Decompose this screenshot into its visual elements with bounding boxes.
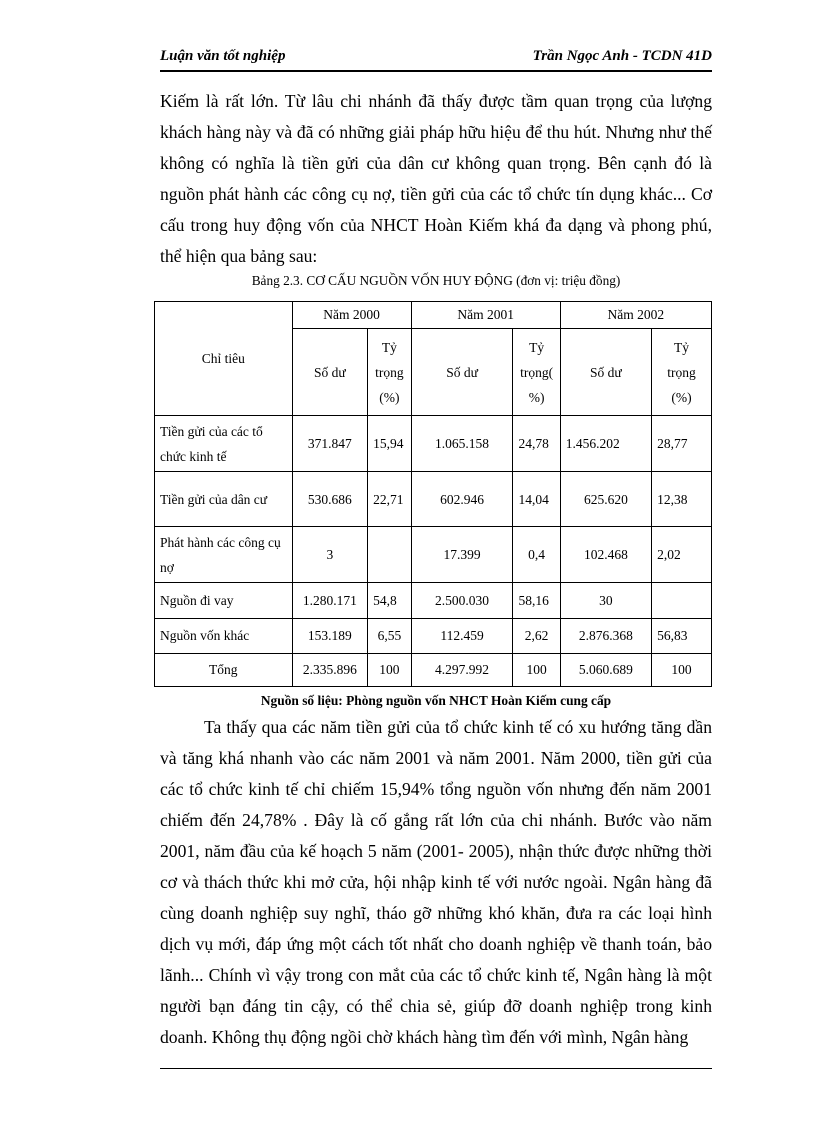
table-cell: 100	[652, 654, 712, 687]
table-cell: 2.335.896	[292, 654, 368, 687]
table-cell: 30	[560, 583, 651, 619]
table-cell: 22,71	[368, 472, 411, 527]
table-cell: 28,77	[652, 416, 712, 472]
table-cell: 2.500.030	[411, 583, 513, 619]
table-cell: 56,83	[652, 619, 712, 654]
row-label: Nguồn vốn khác	[155, 619, 293, 654]
table-cell: 1.065.158	[411, 416, 513, 472]
table-cell: 112.459	[411, 619, 513, 654]
table-cell: 5.060.689	[560, 654, 651, 687]
table-cell: 2.876.368	[560, 619, 651, 654]
row-header-cell: Chỉ tiêu	[155, 302, 293, 416]
table-cell: 1.456.202	[560, 416, 651, 472]
balance-header: Số dư	[411, 329, 513, 416]
funding-structure-table	[154, 301, 712, 687]
year-header: Năm 2001	[411, 302, 560, 329]
table-cell: 153.189	[292, 619, 368, 654]
balance-header: Số dư	[292, 329, 368, 416]
table-cell: 602.946	[411, 472, 513, 527]
table-cell: 24,78	[513, 416, 560, 472]
body-paragraph-2: Ta thấy qua các năm tiền gửi của tổ chức kinh tế có xu hướng tăng dần và tăng khá nhanh vào các năm 2001 và năm 2001. Năm 2000, tiền gửi của các tổ chức kinh tế chỉ chiếm 15,94% tổng nguồn vốn nhưng đến năm 2001 chiếm đến 24,78% . Đây là cố gắng rất lớn của chi nhánh. Bước vào năm 2001, năm đầu của kế hoạch 5 năm (2001- 2005), nhận thức được những thời cơ và thách thức khi mở cửa, hội nhập kinh tế với nước ngoài. Ngân hàng đã cùng doanh nghiệp suy nghĩ, tháo gỡ những khó khăn, đưa ra các loại hình dịch vụ mới, đáp ứng một cách tốt nhất cho doanh nghiệp về thanh toán, bảo lãnh... Chính vì vậy trong con mắt của các tổ chức kinh tế, Ngân hàng là một người bạn đáng tin cậy, có thể chia sẻ, giúp đỡ doanh nghiệp trong kinh doanh. Không thụ động ngồi chờ khách hàng tìm đến với mình, Ngân hàng	[160, 717, 712, 1047]
share-header: Tỷ trọng (%)	[652, 329, 712, 416]
table-cell: 100	[513, 654, 560, 687]
row-label: Tổng	[155, 654, 293, 687]
balance-header: Số dư	[560, 329, 651, 416]
table-caption: Bảng 2.3. CƠ CẤU NGUỒN VỐN HUY ĐỘNG (đơn vị: triệu đồng)	[251, 273, 621, 288]
table-cell: 12,38	[652, 472, 712, 527]
table-cell: 54,8	[368, 583, 411, 619]
share-header: Tỷ trọng (%)	[368, 329, 411, 416]
table-cell: 17.399	[411, 527, 513, 583]
table-cell: 0,4	[513, 527, 560, 583]
table-cell: 14,04	[513, 472, 560, 527]
table-row	[155, 583, 712, 619]
table-cell: 102.468	[560, 527, 651, 583]
table-cell: 6,55	[368, 619, 411, 654]
table-cell: 625.620	[560, 472, 651, 527]
table-cell: 15,94	[368, 416, 411, 472]
table-cell: 100	[368, 654, 411, 687]
year-header: Năm 2000	[292, 302, 411, 329]
share-header: Tỷ trọng( %)	[513, 329, 560, 416]
row-label: Nguồn đi vay	[155, 583, 293, 619]
table-cell: 2,62	[513, 619, 560, 654]
table-cell: 4.297.992	[411, 654, 513, 687]
row-label: Phát hành các công cụ nợ	[155, 527, 293, 583]
body-paragraph-1: Kiếm là rất lớn. Từ lâu chi nhánh đã thấy được tầm quan trọng của lượng khách hàng này và đã có những giải pháp hữu hiệu để thu hút. Nhưng như thế không có nghĩa là tiền gửi của dân cư không quan trọng. Bên cạnh đó là nguồn phát hành các công cụ nợ, tiền gửi của các tổ chức tín dụng khác... Cơ cấu trong huy động vốn của NHCT Hoàn Kiếm khá đa dạng và phong phú, thể hiện qua bảng sau:	[160, 91, 712, 266]
header-divider	[160, 70, 712, 72]
table-cell: 3	[292, 527, 368, 583]
table-row	[155, 527, 712, 583]
table-cell	[652, 583, 712, 619]
year-header: Năm 2002	[560, 302, 711, 329]
page-header	[160, 46, 712, 70]
row-label: Tiền gửi của các tổ chức kinh tế	[155, 416, 293, 472]
table-row	[155, 416, 712, 472]
footer-divider	[160, 1068, 712, 1069]
header-thesis-title: Luận văn tốt nghiệp	[160, 48, 286, 64]
table-header-row	[155, 302, 712, 329]
table-source-note: Nguồn số liệu: Phòng nguồn vốn NHCT Hoàn Kiếm cung cấp	[260, 693, 612, 708]
table-row	[155, 619, 712, 654]
table-cell	[368, 527, 411, 583]
table-total-row	[155, 654, 712, 687]
table-cell: 58,16	[513, 583, 560, 619]
table-cell: 371.847	[292, 416, 368, 472]
header-author: Trần Ngọc Anh - TCDN 41D	[532, 48, 712, 64]
row-label: Tiền gửi của dân cư	[155, 472, 293, 527]
table-row	[155, 472, 712, 527]
table-cell: 1.280.171	[292, 583, 368, 619]
table-cell: 2,02	[652, 527, 712, 583]
table-cell: 530.686	[292, 472, 368, 527]
